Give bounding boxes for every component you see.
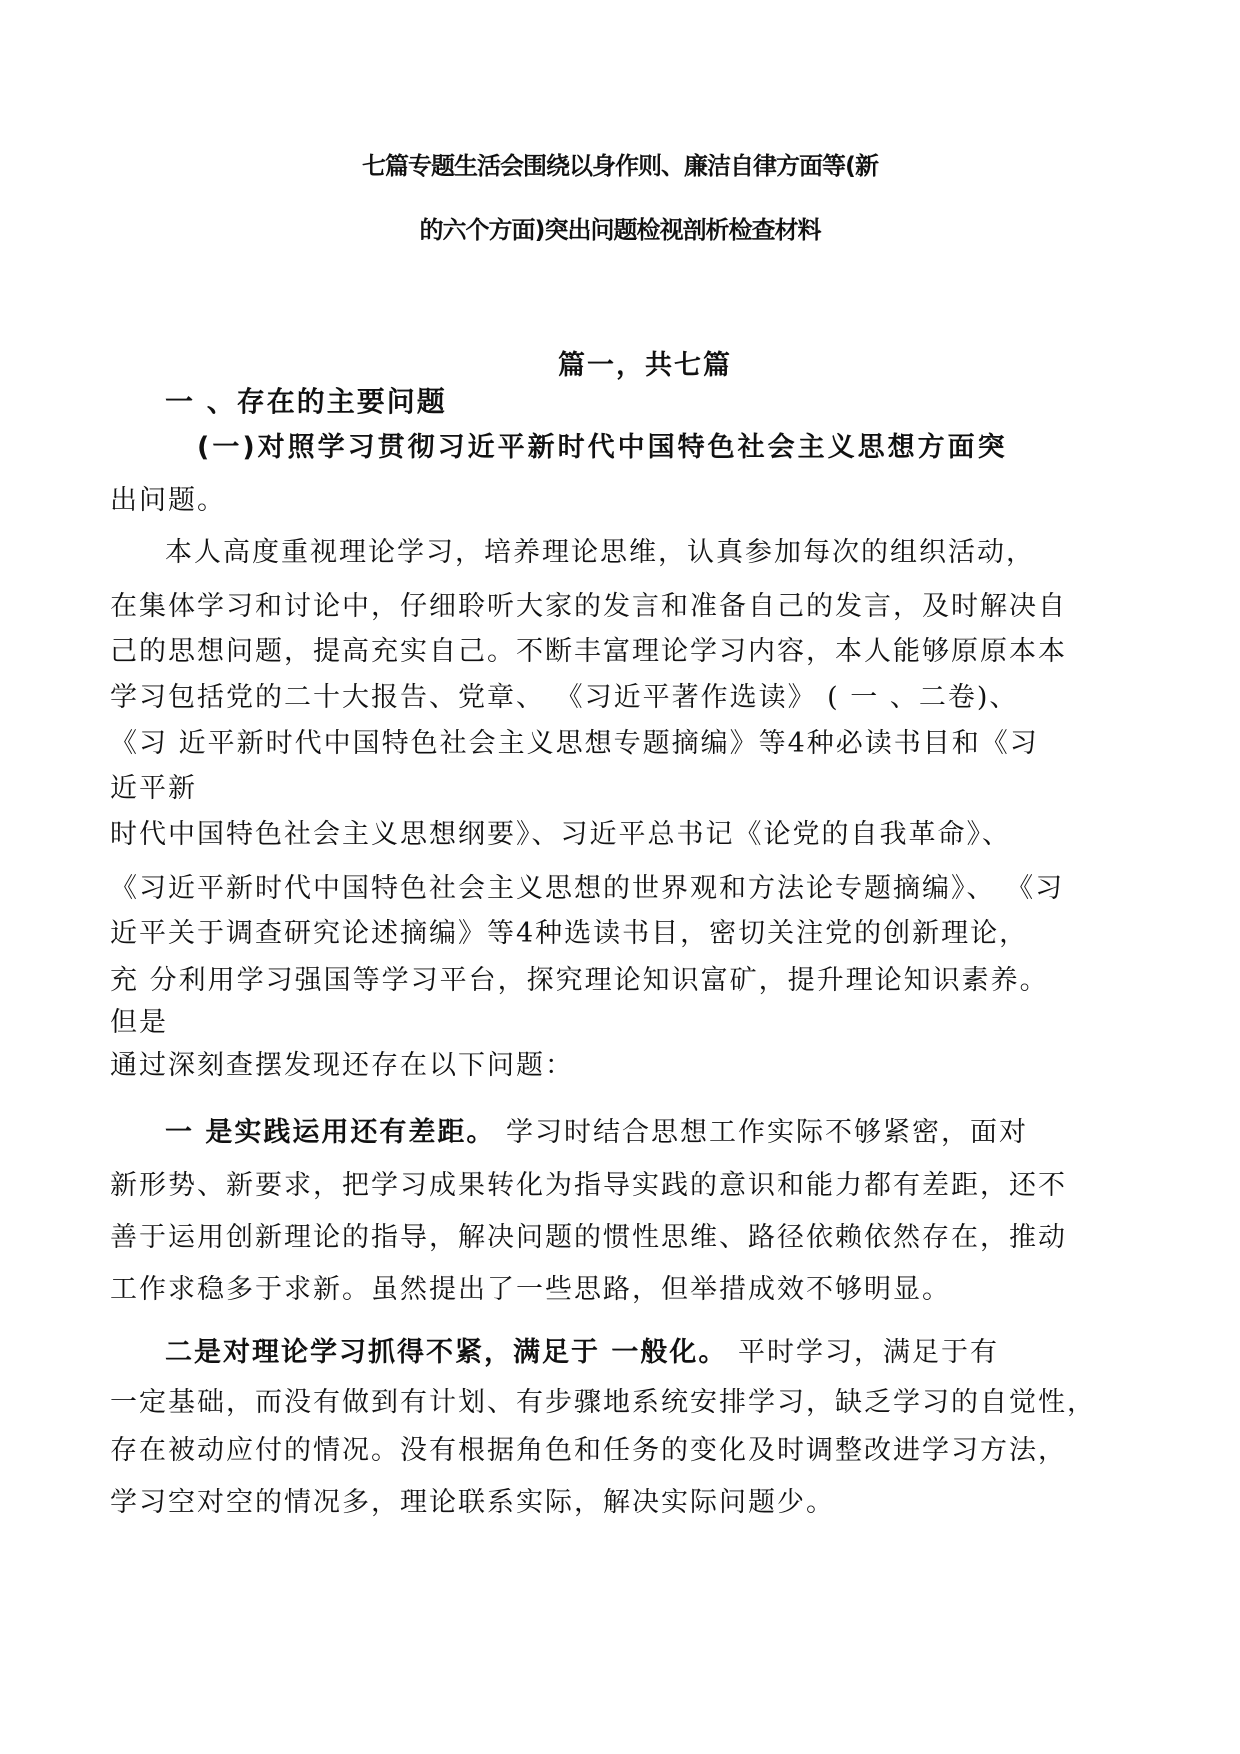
section-heading: 一 、存在的主要问题 <box>165 385 447 418</box>
paragraph-line: 通过深刻查摆发现还存在以下问题： <box>110 1050 574 1081</box>
paragraph-line: 新形势、新要求，把学习成果转化为指导实践的意识和能力都有差距，还不 <box>110 1170 1067 1201</box>
paragraph-line: 学习包括党的二十大报告、党章、 《习近平著作选读》 ( 一 、二卷)、 <box>110 682 1019 713</box>
paragraph-line: 一定基础，而没有做到有计划、有步骤地系统安排学习，缺乏学习的自觉性， <box>110 1387 1096 1418</box>
paragraph-line: 工作求稳多于求新。虽然提出了一些思路，但举措成效不够明显。 <box>110 1274 951 1305</box>
paragraph-line: 但是 <box>110 1007 168 1038</box>
paragraph-line: 本人高度重视理论学习，培养理论思维，认真参加每次的组织活动， <box>165 537 1035 568</box>
paragraph-line: 《习 近平新时代中国特色社会主义思想专题摘编》等4种必读书目和《习 <box>110 728 1039 759</box>
subsection-heading-continued: 出问题。 <box>110 485 226 516</box>
point-1-text: 学习时结合思想工作实际不够紧密，面对 <box>495 1117 1028 1148</box>
paragraph-line: 充 分利用学习强国等学习平台，探究理论知识富矿，提升理论知识素养。 <box>110 965 1049 996</box>
paragraph-line: 存在被动应付的情况。没有根据角色和任务的变化及时调整改进学习方法， <box>110 1435 1067 1466</box>
point-1-lead: 一 是实践运用还有差距。 <box>165 1117 496 1148</box>
point-2-lead: 二是对理论学习抓得不紧，满足于 一般化。 <box>165 1337 728 1368</box>
paragraph-line: 在集体学习和讨论中，仔细聆听大家的发言和准备自己的发言，及时解决自 <box>110 591 1067 622</box>
paragraph-line: 善于运用创新理论的指导，解决问题的惯性思维、路径依赖依然存在，推动 <box>110 1222 1067 1253</box>
paragraph-line: 学习空对空的情况多，理论联系实际，解决实际问题少。 <box>110 1487 835 1518</box>
paragraph-line: 《习近平新时代中国特色社会主义思想的世界观和方法论专题摘编》、 《习 <box>110 873 1065 904</box>
document-title-line-2: 的六个方面)突出问题检视剖析检查材料 <box>419 216 821 244</box>
part-label: 篇一，共七篇 <box>558 350 732 381</box>
paragraph-line: 时代中国特色社会主义思想纲要》、习近平总书记《论党的自我革命》、 <box>110 819 1011 850</box>
paragraph-line: 己的思想问题，提高充实自己。不断丰富理论学习内容，本人能够原原本本 <box>110 636 1067 667</box>
document-title-line-1: 七篇专题生活会围绕以身作则、廉洁自律方面等(新 <box>362 152 878 180</box>
point-2-text: 平时学习，满足于有 <box>727 1337 999 1368</box>
point-1-first-line <box>165 1110 1028 1149</box>
subsection-heading: (一)对照学习贯彻习近平新时代中国特色社会主义思想方面突 <box>197 432 1008 463</box>
point-2-first-line <box>165 1330 999 1369</box>
paragraph-line: 近平关于调查研究论述摘编》等4种选读书目，密切关注党的创新理论， <box>110 918 1029 949</box>
paragraph-line: 近平新 <box>110 773 197 804</box>
